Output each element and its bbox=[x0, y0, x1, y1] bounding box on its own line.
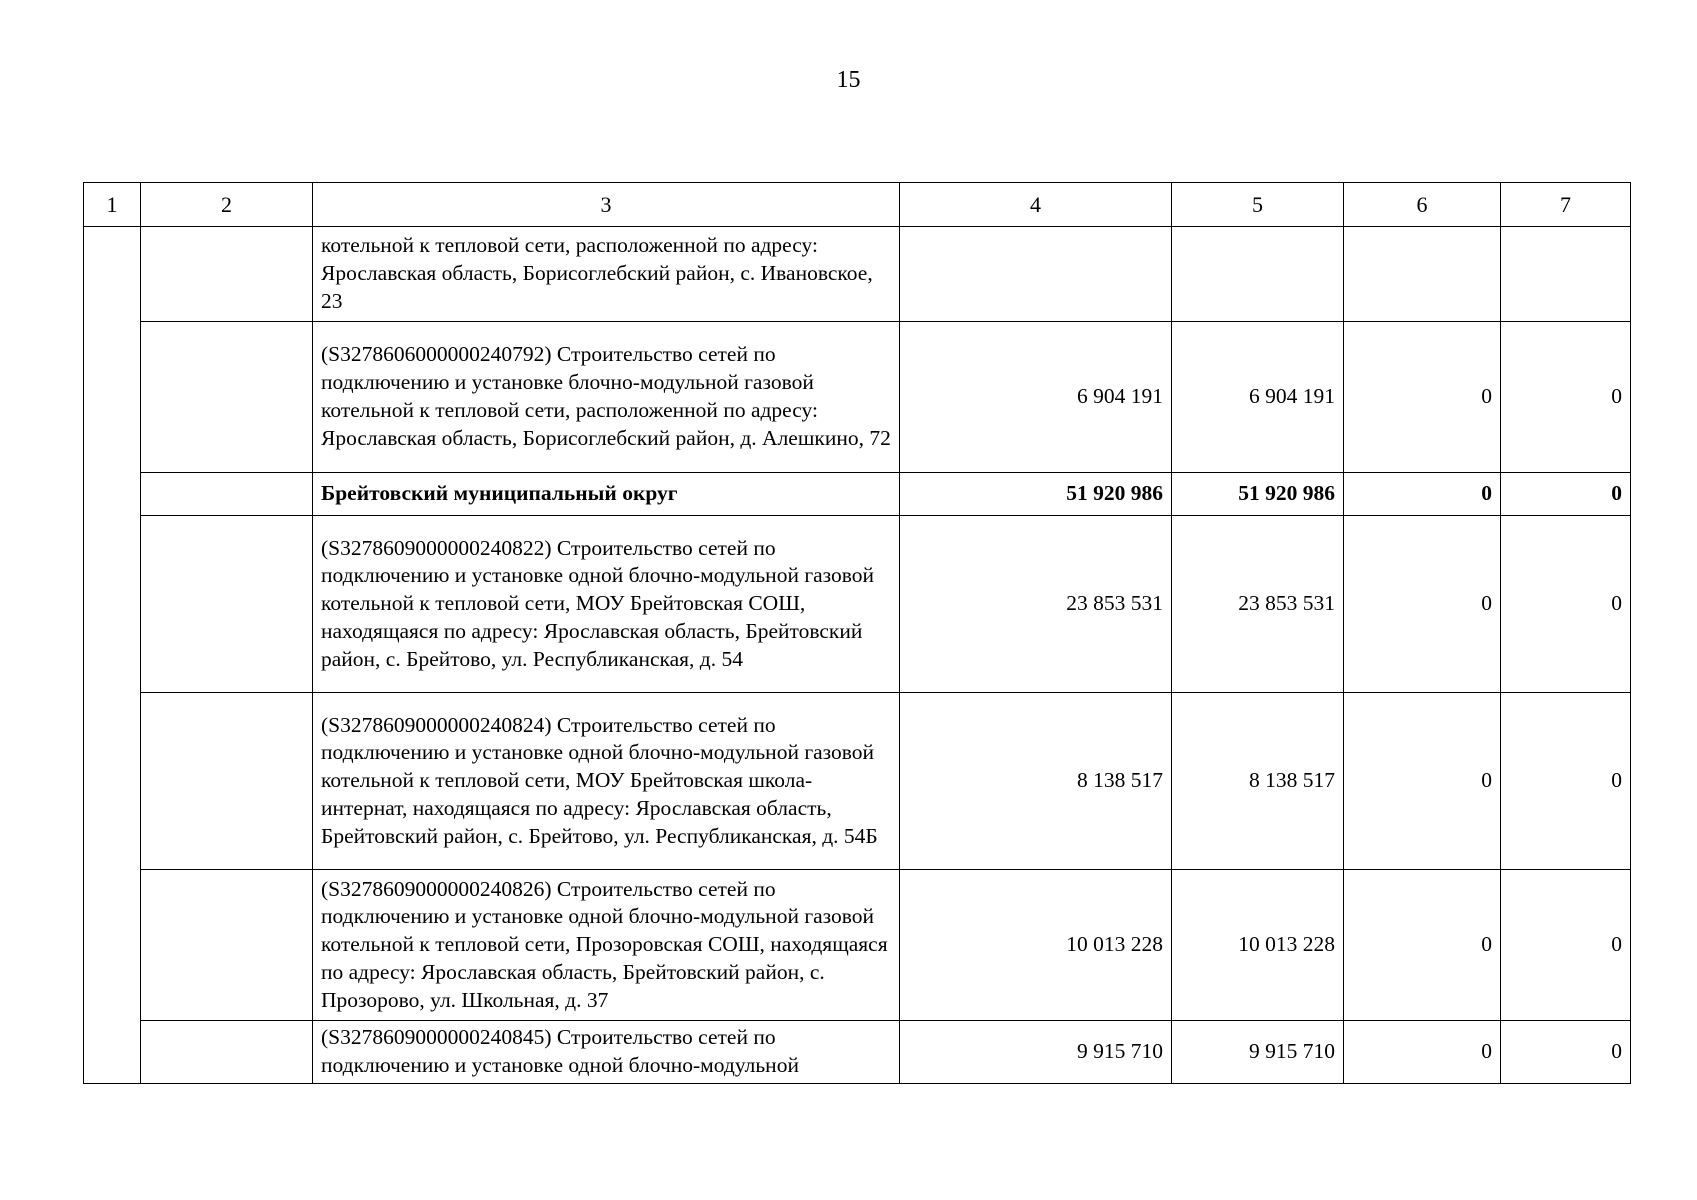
row-description: (S3278609000000240822) Строительство сетей по подключению и установке одной блочно-модульной газовой котельной к тепловой сети, МОУ Брейтовская СОШ, находящаяся по адресу: Ярославская область, Брейтовский район, с. Брейтово, ул. Республиканская, д. 54 bbox=[313, 516, 900, 693]
table-row bbox=[84, 322, 1631, 473]
subtotal-row bbox=[84, 473, 1631, 516]
budget-table bbox=[83, 182, 1631, 1084]
row-col6: 0 bbox=[1344, 1021, 1501, 1084]
table-row bbox=[84, 693, 1631, 870]
row-col4: 10 013 228 bbox=[900, 870, 1172, 1021]
header-col-1: 1 bbox=[84, 183, 141, 227]
header-col-6: 6 bbox=[1344, 183, 1501, 227]
row-col4 bbox=[900, 227, 1172, 322]
row-col5 bbox=[1172, 227, 1344, 322]
row-description: Брейтовский муниципальный округ bbox=[313, 473, 900, 516]
row-col7: 0 bbox=[1501, 693, 1631, 870]
row-col7: 0 bbox=[1501, 322, 1631, 473]
row-col6: 0 bbox=[1344, 870, 1501, 1021]
header-col-4: 4 bbox=[900, 183, 1172, 227]
header-col-3: 3 bbox=[313, 183, 900, 227]
table-row bbox=[84, 1021, 1631, 1084]
cell-col2-empty bbox=[141, 1021, 313, 1084]
row-col7: 0 bbox=[1501, 870, 1631, 1021]
cell-col2-empty bbox=[141, 870, 313, 1021]
row-col4: 51 920 986 bbox=[900, 473, 1172, 516]
row-col5: 6 904 191 bbox=[1172, 322, 1344, 473]
cell-col2-empty bbox=[141, 473, 313, 516]
row-description: (S3278609000000240826) Строительство сетей по подключению и установке одной блочно-модульной газовой котельной к тепловой сети, Прозоровская СОШ, находящаяся по адресу: Ярославская область, Брейтовский район, с. Прозорово, ул. Школьная, д. 37 bbox=[313, 870, 900, 1021]
row-col6: 0 bbox=[1344, 322, 1501, 473]
row-col4: 23 853 531 bbox=[900, 516, 1172, 693]
table-row bbox=[84, 227, 1631, 322]
row-col5: 8 138 517 bbox=[1172, 693, 1344, 870]
page-number: 15 bbox=[836, 67, 861, 93]
cell-col2-empty bbox=[141, 693, 313, 870]
header-col-7: 7 bbox=[1501, 183, 1631, 227]
row-col6: 0 bbox=[1344, 516, 1501, 693]
row-col6 bbox=[1344, 227, 1501, 322]
row-col4: 6 904 191 bbox=[900, 322, 1172, 473]
row-col5: 51 920 986 bbox=[1172, 473, 1344, 516]
row-col5: 10 013 228 bbox=[1172, 870, 1344, 1021]
row-col6: 0 bbox=[1344, 693, 1501, 870]
cell-col1-empty bbox=[84, 227, 141, 1084]
header-col-2: 2 bbox=[141, 183, 313, 227]
table-row bbox=[84, 516, 1631, 693]
row-col7: 0 bbox=[1501, 516, 1631, 693]
cell-col2-empty bbox=[141, 227, 313, 322]
row-description: (S3278609000000240824) Строительство сетей по подключению и установке одной блочно-модульной газовой котельной к тепловой сети, МОУ Брейтовская школа-интернат, находящаяся по адресу: Ярославская область, Брейтовский район, с. Брейтово, ул. Республиканская, д. 54Б bbox=[313, 693, 900, 870]
header-col-5: 5 bbox=[1172, 183, 1344, 227]
table-row bbox=[84, 870, 1631, 1021]
row-col7: 0 bbox=[1501, 473, 1631, 516]
cell-col2-empty bbox=[141, 516, 313, 693]
row-col4: 8 138 517 bbox=[900, 693, 1172, 870]
row-col7: 0 bbox=[1501, 1021, 1631, 1084]
cell-col2-empty bbox=[141, 322, 313, 473]
row-col7 bbox=[1501, 227, 1631, 322]
row-description: (S3278606000000240792) Строительство сетей по подключению и установке блочно-модульной газовой котельной к тепловой сети, расположенной по адресу: Ярославская область, Борисоглебский район, д. Алешкино, 72 bbox=[313, 322, 900, 473]
row-description: котельной к тепловой сети, расположенной по адресу: Ярославская область, Борисоглебский район, с. Ивановское, 23 bbox=[313, 227, 900, 322]
row-col5: 9 915 710 bbox=[1172, 1021, 1344, 1084]
header-row bbox=[84, 183, 1631, 227]
row-col6: 0 bbox=[1344, 473, 1501, 516]
row-col4: 9 915 710 bbox=[900, 1021, 1172, 1084]
row-col5: 23 853 531 bbox=[1172, 516, 1344, 693]
row-description: (S3278609000000240845) Строительство сетей по подключению и установке одной блочно-модульной bbox=[313, 1021, 900, 1084]
